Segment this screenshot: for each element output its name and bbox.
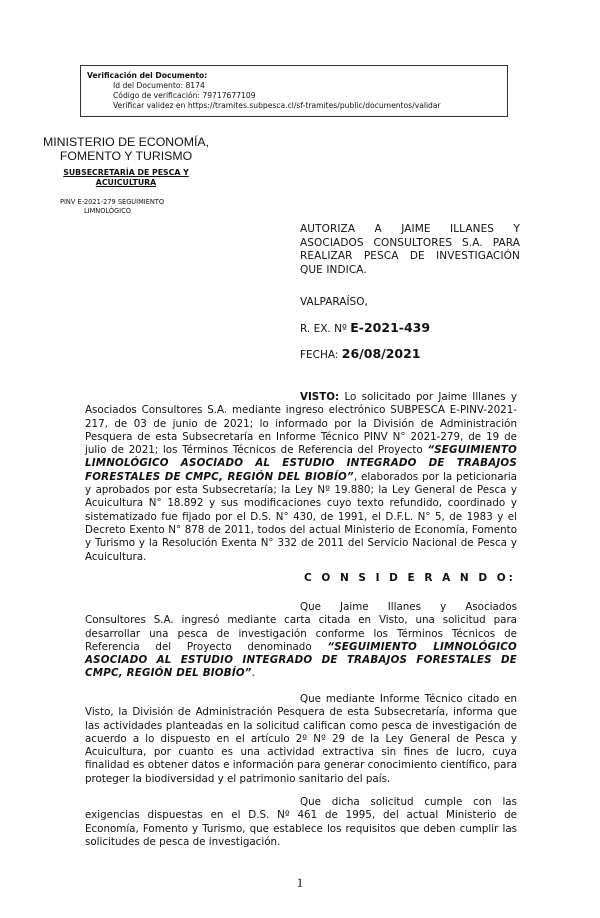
date-label: FECHA: — [300, 349, 339, 361]
verification-document-id: • Id del Documento: 8174 — [113, 81, 501, 91]
visto-paragraph — [85, 391, 517, 564]
file-reference — [60, 198, 230, 215]
page-number: 1 — [296, 875, 304, 890]
subsecretaria-line-1: SUBSECRETARÍA DE PESCA Y — [63, 168, 189, 177]
considerando-p1-end: . — [251, 667, 255, 680]
verification-code: • Código de verificación: 79717677109 — [113, 91, 501, 101]
ministry-line-1: MINISTERIO DE ECONOMÍA, — [42, 135, 210, 149]
considerando-p1-text: Que Jaime Illanes y Asociados Consultores S.A. ingresó mediante carta citada en Visto, una solicitud para desarrollar una pesca de investigación conforme los Términos Técnicos de Referencia del Proyecto denominado — [85, 601, 517, 653]
considerando-paragraph-3 — [85, 796, 517, 849]
reference-line-2: LIMNOLÓGICO — [84, 206, 131, 215]
verification-title: Verificación del Documento: — [87, 71, 208, 80]
considerando-paragraph-2 — [85, 693, 517, 786]
resolution-date — [300, 346, 421, 361]
considerando-heading: C O N S I D E R A N D O: — [304, 572, 516, 584]
resolution-number — [300, 320, 430, 335]
subject-line-3: REALIZAR PESCA DE INVESTIGACIÓN — [300, 250, 520, 262]
subject-line-4: QUE INDICA. — [300, 263, 367, 276]
date-value: 26/08/2021 — [341, 346, 421, 361]
considerando-p3-text: Que dicha solicitud cumple con las exigencias dispuestas en el D.S. Nº 461 de 1995, del actual Ministerio de Economía, Fomento y Turismo, que establece los requisitos que deben cumplir las solicitudes de pesca de investigación. — [85, 796, 517, 848]
reference-line-1: PINV E-2021-279 SEGUIMIENTO — [60, 198, 165, 206]
ministry-name — [36, 135, 216, 163]
verification-url[interactable]: • Verificar validez en https://tramites.subpesca.cl/sf-tramites/public/documentos/validar — [113, 101, 501, 111]
ministry-line-2: FOMENTO Y TURISMO — [59, 149, 193, 163]
considerando-paragraph-1 — [85, 601, 517, 681]
visto-heading: VISTO: — [300, 391, 340, 403]
subject-line-2: ASOCIADOS CONSULTORES S.A. PARA — [300, 236, 520, 249]
resolution-number-value: E-2021-439 — [350, 320, 431, 335]
resolution-label: R. EX. Nº — [300, 323, 347, 335]
visto-project-name: “SEGUIMIENTO LIMNOLÓGICO ASOCIADO AL ESTUDIO INTEGRADO DE TRABAJOS FORESTALES DE CMPC, REGIÓN DEL BIOBÍO” — [85, 444, 517, 483]
verification-list — [87, 81, 501, 111]
resolution-subject — [300, 223, 520, 277]
subject-line-1: AUTORIZA A JAIME ILLANES Y — [300, 223, 520, 235]
visto-text-1: Lo solicitado por Jaime Illanes y Asociados Consultores S.A. mediante ingreso electrónico SUBPESCA E-PINV-2021-217, de 03 de junio de 2021; lo informado por la División de Administración Pesquera de esta Subsecretaría en Informe Técnico PINV N° 2021-279, de 19 de julio de 2021; los Términos Técnicos de Referencia del Proyecto — [85, 391, 517, 457]
place: VALPARAÍSO, — [300, 296, 368, 308]
subsecretaria-name — [36, 168, 216, 188]
visto-text-2: , elaborados por la peticionaria y aprobados por esta Subsecretaría; la Ley Nº 19.880; la Ley General de Pesca y Acuicultura N° 18.892 y sus modificaciones cuyo texto refundido, coordinado y sistematizado fue fijado por el D.S. N° 430, de 1991, el D.F.L. N° 5, de 1983 y el Decreto Exento N° 878 de 2011, todos del actual Ministerio de Economía, Fomento y Turismo y la Resolución Exenta N° 332 de 2011 del Servicio Nacional de Pesca y Acuicultura. — [85, 470, 517, 563]
verification-box — [80, 65, 508, 117]
considerando-p2-text: Que mediante Informe Técnico citado en Visto, la División de Administración Pesquera de esta Subsecretaría, informa que las actividades planteadas en la solicitud califican como pesca de investigación de acuerdo a lo dispuesto en el artículo 2º Nº 29 de la Ley General de Pesca y Acuicultura, por cuanto es una actividad extractiva sin fines de lucro, cuya finalidad es obtener datos e información para generar conocimiento científico, para proteger la biodiversidad y el patrimonio sanitario del país. — [85, 693, 517, 785]
considerando-p1-project: “SEGUIMIENTO LIMNOLÓGICO ASOCIADO AL ESTUDIO INTEGRADO DE TRABAJOS FORESTALES DE CMPC, REGIÓN DEL BIOBÍO” — [85, 640, 517, 680]
subsecretaria-line-2: ACUICULTURA — [95, 178, 157, 187]
